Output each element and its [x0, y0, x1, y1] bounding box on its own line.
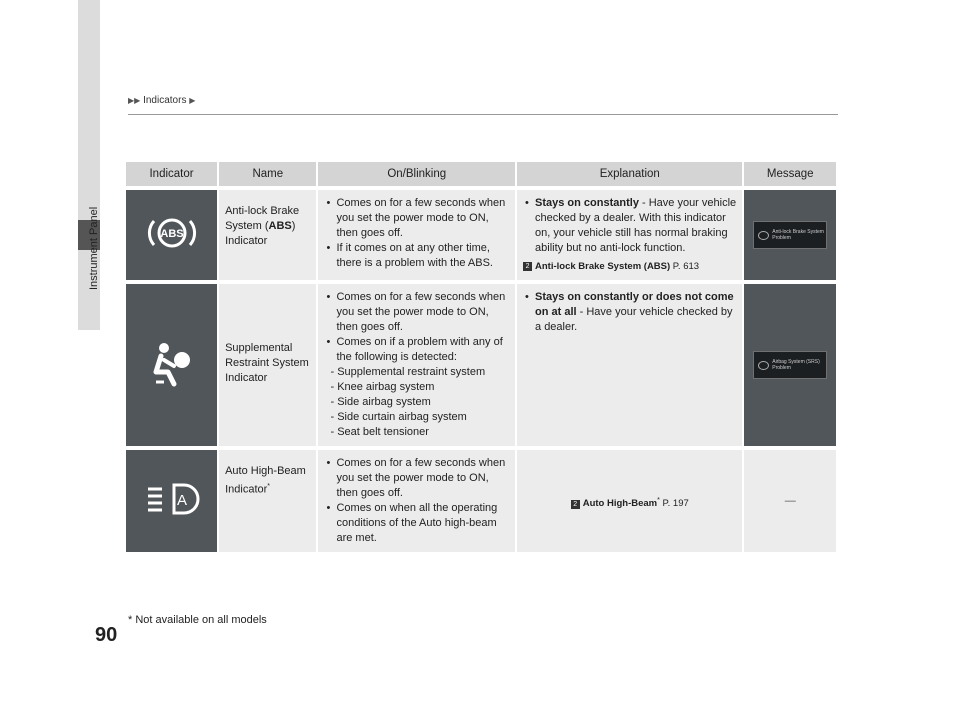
message-display [753, 221, 827, 249]
name-abbr: ABS [268, 220, 292, 232]
reference-title: Anti-lock Brake System (ABS) [535, 261, 671, 272]
page-reference-link[interactable] [523, 259, 736, 274]
explanation-bold: Stays on constantly or does not come on at all [535, 291, 734, 318]
footnote-marker: * [657, 497, 660, 505]
explanation-cell [517, 190, 744, 280]
breadcrumb-arrow-icon: ▶ [189, 96, 196, 105]
message-warning-icon [758, 361, 769, 370]
on-blinking-cell [318, 190, 517, 280]
message-text: Anti-lock Brake System [772, 229, 824, 235]
explanation-bold: Stays on constantly [535, 197, 639, 209]
explanation-text: - Have your vehicle checked by a dealer. [535, 306, 733, 333]
reference-arrow-icon: 2 [571, 500, 580, 509]
sub-item: - Knee airbag system [330, 381, 435, 393]
indicator-cell [126, 190, 219, 280]
on-blinking-item: • Comes on for a few seconds when you set the power mode to ON, then goes off. [324, 196, 509, 241]
page-reference-link[interactable] [523, 493, 736, 511]
indicator-cell [126, 284, 219, 446]
name-text: Indicator [225, 483, 268, 496]
reference-page: P. 197 [659, 498, 689, 510]
explanation-item [523, 196, 736, 256]
name-text: System ( [225, 220, 269, 232]
message-cell [744, 190, 838, 280]
footnote-marker: * [267, 483, 271, 490]
sub-item: - Supplemental restraint system [330, 366, 486, 378]
auto-high-beam-icon [142, 481, 202, 517]
header-name: Name [219, 162, 318, 186]
name-text: Supplemental [225, 341, 293, 354]
table-header-row [126, 162, 838, 186]
message-dash: — [784, 494, 796, 507]
reference-title: Auto High-Beam [582, 498, 658, 510]
message-warning-icon [758, 231, 769, 240]
header-rule [128, 114, 838, 115]
on-blinking-cell [318, 450, 517, 552]
indicator-table [126, 158, 838, 556]
breadcrumb-label: Indicators [143, 95, 187, 106]
on-blinking-item: • Comes on for a few seconds when you set the power mode to ON, then goes off. [324, 456, 509, 501]
table-row [126, 450, 838, 552]
table-row [126, 284, 838, 446]
explanation-cell [517, 284, 744, 446]
svg-text:ABS: ABS [159, 227, 184, 240]
on-blinking-item: • Comes on for a few seconds when you set the power mode to ON, then goes off. [324, 290, 509, 335]
name-text: Indicator [225, 235, 268, 247]
reference-arrow-icon: 2 [523, 262, 532, 271]
name-text: Auto High-Beam [225, 465, 306, 477]
svg-text:A: A [176, 491, 187, 509]
message-text: Airbag System (SRS) [772, 359, 820, 365]
message-text: Problem [772, 235, 791, 241]
message-display [753, 351, 827, 379]
on-blinking-cell [318, 284, 517, 446]
name-text: ) [291, 220, 296, 232]
name-cell [219, 190, 318, 280]
sub-item: - Side airbag system [330, 396, 431, 408]
sub-item: - Seat belt tensioner [330, 426, 429, 438]
on-blinking-item: • Comes on if a problem with any of the following is detected: [324, 335, 509, 365]
header-on-blinking: On/Blinking [318, 162, 517, 186]
explanation-cell [517, 450, 744, 552]
on-blinking-item: • Comes on when all the operating conditions of the Auto high-beam are met. [324, 501, 509, 546]
reference-page: P. 613 [670, 261, 700, 272]
footnote: * Not available on all models [128, 614, 267, 626]
message-cell [744, 450, 838, 552]
airbag-warning-icon [144, 338, 200, 388]
abs-warning-icon [144, 213, 200, 253]
section-side-label: Instrument Panel [88, 206, 100, 290]
breadcrumb-arrow-icon: ▶▶ [128, 96, 141, 105]
message-text: Problem [772, 365, 791, 371]
header-message: Message [744, 162, 838, 186]
breadcrumb [128, 95, 195, 106]
sub-item: - Side curtain airbag system [330, 411, 467, 423]
table-row [126, 190, 838, 280]
name-text: Restraint System [225, 356, 309, 369]
message-cell [744, 284, 838, 446]
page-number: 90 [95, 624, 118, 646]
header-explanation: Explanation [517, 162, 744, 186]
name-cell [219, 450, 318, 552]
name-text: Anti-lock Brake [225, 205, 300, 217]
on-blinking-item: • If it comes on at any other time, there is a problem with the ABS. [324, 241, 509, 271]
explanation-item [523, 290, 736, 335]
explanation-text: - Have your vehicle checked by a dealer. With this indicator on, your vehicle still has normal braking ability but no anti-lock function. [535, 197, 737, 254]
name-text: Indicator [225, 371, 268, 384]
header-indicator: Indicator [126, 162, 219, 186]
name-cell [219, 284, 318, 446]
indicator-cell [126, 450, 219, 552]
